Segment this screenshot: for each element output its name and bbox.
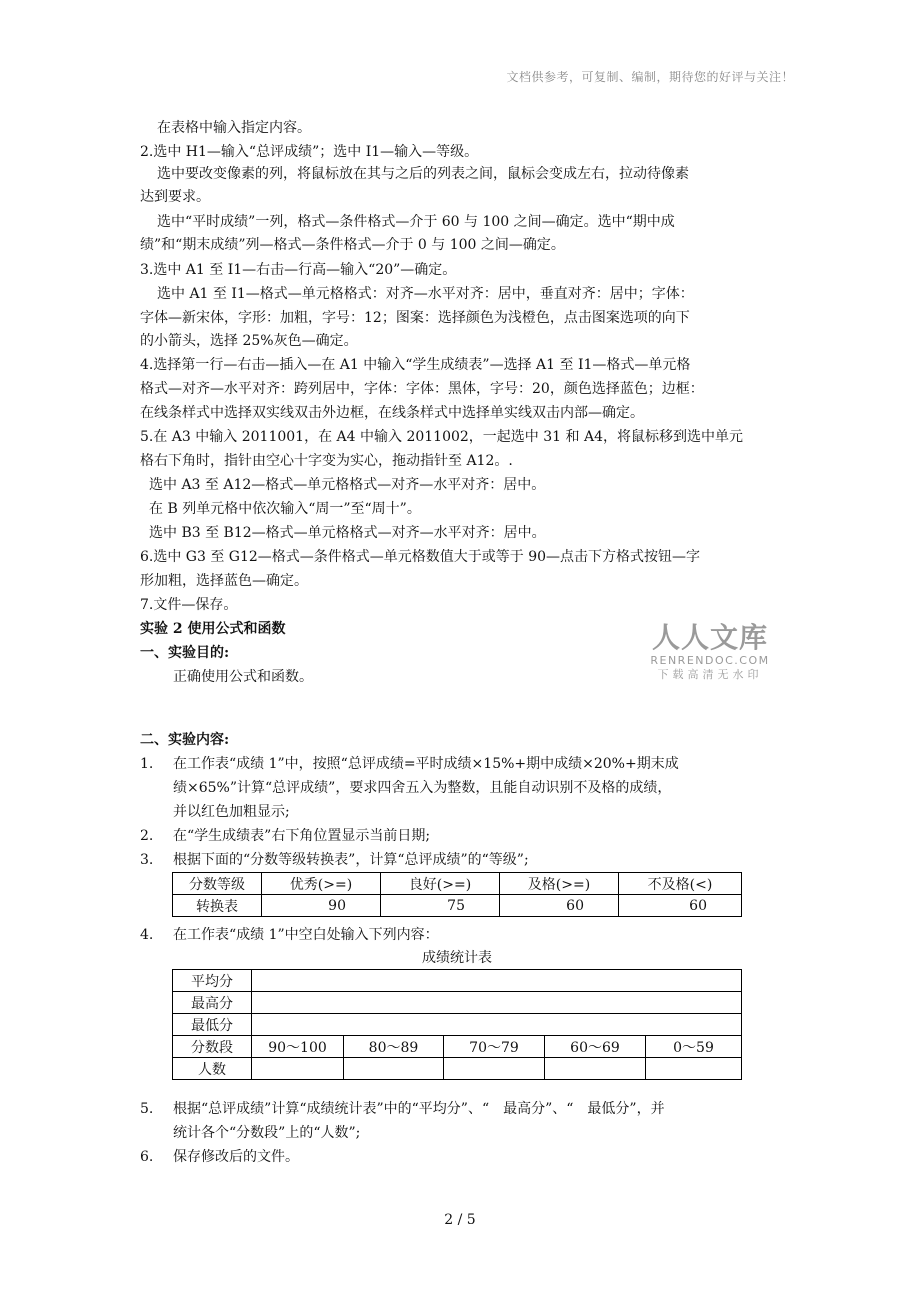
step-text: 在线条样式中选择双实线双击外边框，在线条样式中选择单实线双击内部—确定。 [140,405,644,421]
table-row [173,1058,742,1080]
page-indicator: 2 / 5 [444,1212,476,1228]
step-text: 选中 A3 至 A12—格式—单元格格式—对齐—水平对齐：居中。 [149,477,546,493]
step-text: 选中“平时成绩”一列，格式—条件格式—介于 60 与 100 之间—确定。选中“期中成 [157,214,675,230]
table-cell: 75 [381,895,500,917]
table-cell: 90～100 [252,1036,344,1058]
table-cell: 最低分 [173,1014,252,1036]
table-cell: 70～79 [444,1036,545,1058]
item-number: 5. [140,1101,154,1117]
item-text: 绩×65%”计算“总评成绩”，要求四舍五入为整数，且能自动识别不及格的成绩， [173,780,672,796]
table-cell: 60～69 [545,1036,646,1058]
table-cell: 平均分 [173,970,252,992]
step-text: 在表格中输入指定内容。 [157,120,311,136]
header-notice: 文档供参考，可复制、编制，期待您的好评与关注！ [506,70,794,84]
step-text: 2.选中 H1—输入“总评成绩”；选中 I1—输入—等级。 [140,144,479,160]
watermark-tagline: 下载高清无水印 [657,668,763,681]
step-text: 选中要改变像素的列，将鼠标放在其与之后的列表之间，鼠标会变成左右，拉动待像素 [157,166,689,182]
step-text: 达到要求。 [140,189,210,205]
item-text: 在工作表“成绩 1”中，按照“总评成绩=平时成绩×15%+期中成绩×20%+期末成 [173,756,679,772]
table-cell [444,1058,545,1080]
item-number: 4. [140,927,154,943]
step-text: 5.在 A3 中输入 2011001，在 A4 中输入 2011002，一起选中 31 和 A4，将鼠标移到选中单元 [140,429,743,445]
table-row [173,895,742,917]
item-text: 根据“总评成绩”计算“成绩统计表”中的“平均分”、“ 最高分”、“ 最低分”，并 [173,1101,665,1117]
table-cell: 转换表 [173,895,262,917]
step-text: 3.选中 A1 至 I1—右击—行高—输入“20”—确定。 [140,262,457,278]
item-text: 并以红色加粗显示; [173,804,290,820]
step-text: 字体—新宋体，字形：加粗，字号：12；图案：选择颜色为浅橙色，点击图案选项的向下 [140,310,690,326]
item-number: 2. [140,828,154,844]
table-row [173,873,742,895]
watermark-logo [640,622,780,682]
table-cell: 分数段 [173,1036,252,1058]
table-cell: 60 [619,895,742,917]
table-cell: 人数 [173,1058,252,1080]
table-cell: 不及格(<) [619,873,742,895]
item-number: 3. [140,852,154,868]
table-cell [545,1058,646,1080]
item-text: 在工作表“成绩 1”中空白处输入下列内容： [173,927,439,943]
step-text: 格右下角时，指针由空心十字变为实心，拖动指针至 A12。. [140,453,513,469]
table-cell: 最高分 [173,992,252,1014]
table-cell [252,992,742,1014]
table-cell: 优秀(>=) [262,873,381,895]
table-cell: 良好(>=) [381,873,500,895]
table-cell: 90 [262,895,381,917]
step-text: 7.文件—保存。 [140,597,238,613]
table-cell [252,1058,344,1080]
item-text: 统计各个“分数段”上的“人数”; [173,1125,361,1141]
table-row [173,992,742,1014]
aim-text: 正确使用公式和函数。 [173,669,313,685]
step-text: 绩”和“期末成绩”列—格式—条件格式—介于 0 与 100 之间—确定。 [140,237,565,253]
content-heading: 二、实验内容: [140,732,230,748]
aim-heading: 一、实验目的: [140,645,230,661]
step-text: 选中 B3 至 B12—格式—单元格格式—对齐—水平对齐：居中。 [149,525,546,541]
experiment-title: 实验 2 使用公式和函数 [140,621,286,637]
step-text: 6.选中 G3 至 G12—格式—条件格式—单元格数值大于或等于 90—点击下方格式按钮—字 [140,549,701,565]
table-cell: 分数等级 [173,873,262,895]
step-text: 格式—对齐—水平对齐：跨列居中，字体：字体：黑体，字号：20，颜色选择蓝色；边框： [140,381,704,397]
table-cell [252,1014,742,1036]
stats-table-caption: 成绩统计表 [422,950,492,966]
table-cell [344,1058,444,1080]
item-number: 6. [140,1149,154,1165]
table-cell: 60 [500,895,619,917]
step-text: 选中 A1 至 I1—格式—单元格格式：对齐—水平对齐：居中，垂直对齐：居中；字体： [157,286,694,302]
step-text: 4.选择第一行—右击—插入—在 A1 中输入“学生成绩表”—选择 A1 至 I1—格式—单元格 [140,357,691,373]
watermark-url: RENRENDOC.COM [650,654,770,667]
table-cell: 80～89 [344,1036,444,1058]
table-cell [252,970,742,992]
item-text: 保存修改后的文件。 [173,1149,299,1165]
item-number: 1. [140,756,154,772]
grade-conversion-table [172,872,742,917]
score-statistics-table [172,969,742,1080]
table-row [173,1014,742,1036]
table-row [173,1036,742,1058]
step-text: 在 B 列单元格中依次输入“周一”至“周十”。 [149,501,421,517]
table-row [173,970,742,992]
item-text: 在“学生成绩表”右下角位置显示当前日期; [173,828,431,844]
step-text: 形加粗，选择蓝色—确定。 [140,573,308,589]
step-text: 的小箭头，选择 25%灰色—确定。 [140,333,358,349]
table-cell: 及格(>=) [500,873,619,895]
watermark-brand: 人人文库 [651,621,768,654]
table-cell [646,1058,742,1080]
item-text: 根据下面的“分数等级转换表”，计算“总评成绩”的“等级”; [173,852,529,868]
table-cell: 0～59 [646,1036,742,1058]
